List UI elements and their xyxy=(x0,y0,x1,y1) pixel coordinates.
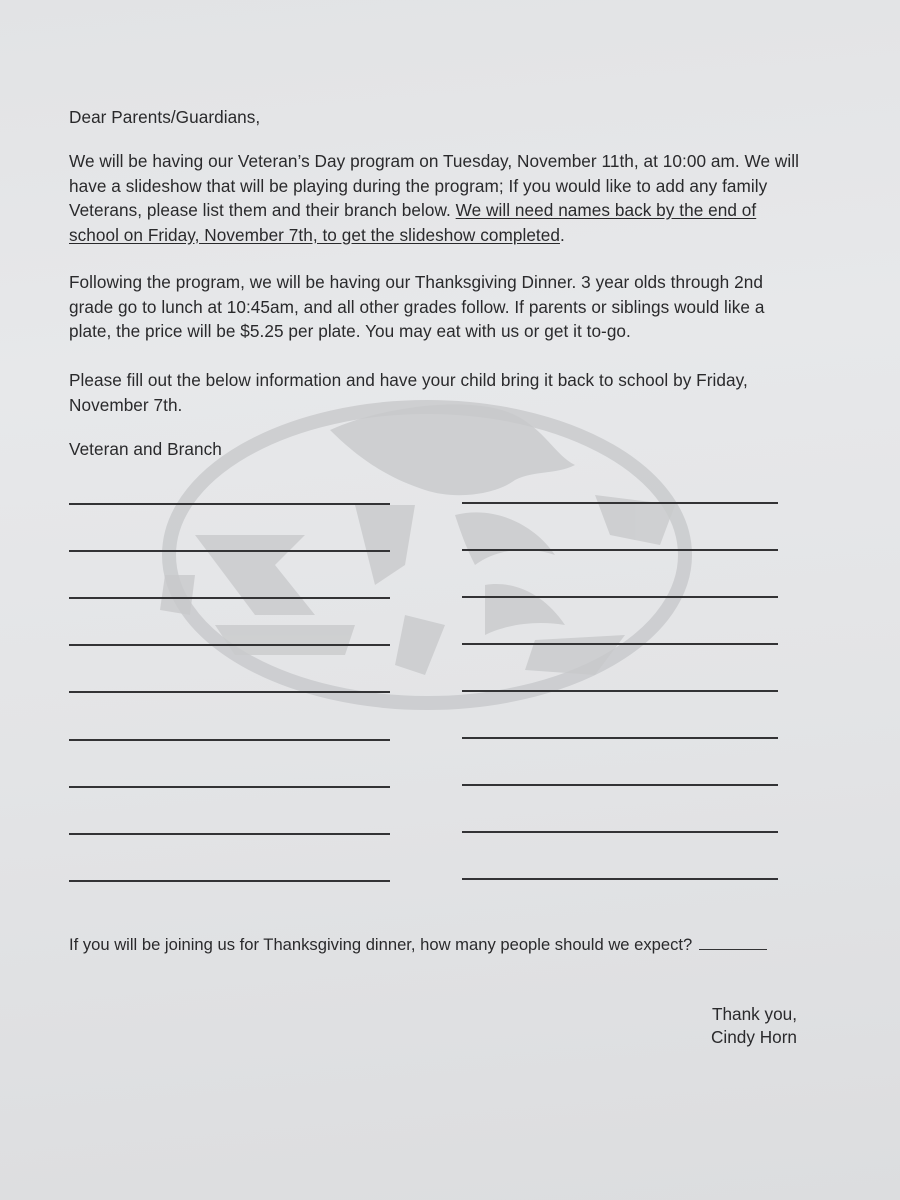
veteran-line-left[interactable] xyxy=(69,739,390,741)
veteran-line-right[interactable] xyxy=(462,831,778,833)
paragraph-veterans-program xyxy=(69,149,809,247)
veteran-line-right[interactable] xyxy=(462,878,778,880)
paragraph-veterans-program-text: We will be having our Veteran’s Day program on Tuesday, November 11th, at 10:00 am. We will have a slideshow that will be playing during the program; If you would like to add any family Veterans, please list them and their branch below. xyxy=(69,151,799,220)
veteran-line-left[interactable] xyxy=(69,880,390,882)
veteran-line-left[interactable] xyxy=(69,833,390,835)
veteran-line-right[interactable] xyxy=(462,784,778,786)
deadline-underlined-text: We will need names back by the end of school on Friday, November 7th, to get the slideshow completed xyxy=(69,200,757,245)
veteran-line-right[interactable] xyxy=(462,737,778,739)
veteran-line-right[interactable] xyxy=(462,690,778,692)
dinner-question xyxy=(69,933,767,957)
veteran-line-right[interactable] xyxy=(462,502,778,504)
paragraph-end-period: . xyxy=(559,224,565,245)
veteran-line-left[interactable] xyxy=(69,691,390,693)
veteran-line-right[interactable] xyxy=(462,549,778,551)
signature: Cindy Horn xyxy=(711,1027,797,1047)
paragraph-thanksgiving-dinner: Following the program, we will be having our Thanksgiving Dinner. 3 year olds through 2nd grade go to lunch at 10:45am, and all other grades follow. If parents or siblings would like a plate, the price will be $5.25 per plate. You may eat with us or get it to-go. xyxy=(69,272,765,341)
dinner-question-text: If you will be joining us for Thanksgiving dinner, how many people should we expect? xyxy=(69,935,693,954)
veteran-line-right[interactable] xyxy=(462,596,778,598)
greeting: Dear Parents/Guardians, xyxy=(69,107,261,127)
veteran-line-left[interactable] xyxy=(69,597,390,599)
paragraph-instructions: Please fill out the below information and have your child bring it back to school by Friday, November 7th. xyxy=(69,370,748,415)
veteran-branch-label: Veteran and Branch xyxy=(69,439,222,459)
veteran-line-left[interactable] xyxy=(69,644,390,646)
veteran-line-left[interactable] xyxy=(69,550,390,552)
mascot-logo-watermark xyxy=(155,385,700,710)
dinner-count-blank[interactable] xyxy=(699,935,767,950)
veteran-line-left[interactable] xyxy=(69,503,390,505)
veteran-line-left[interactable] xyxy=(69,786,390,788)
veteran-line-right[interactable] xyxy=(462,643,778,645)
closing: Thank you, xyxy=(711,1004,797,1024)
